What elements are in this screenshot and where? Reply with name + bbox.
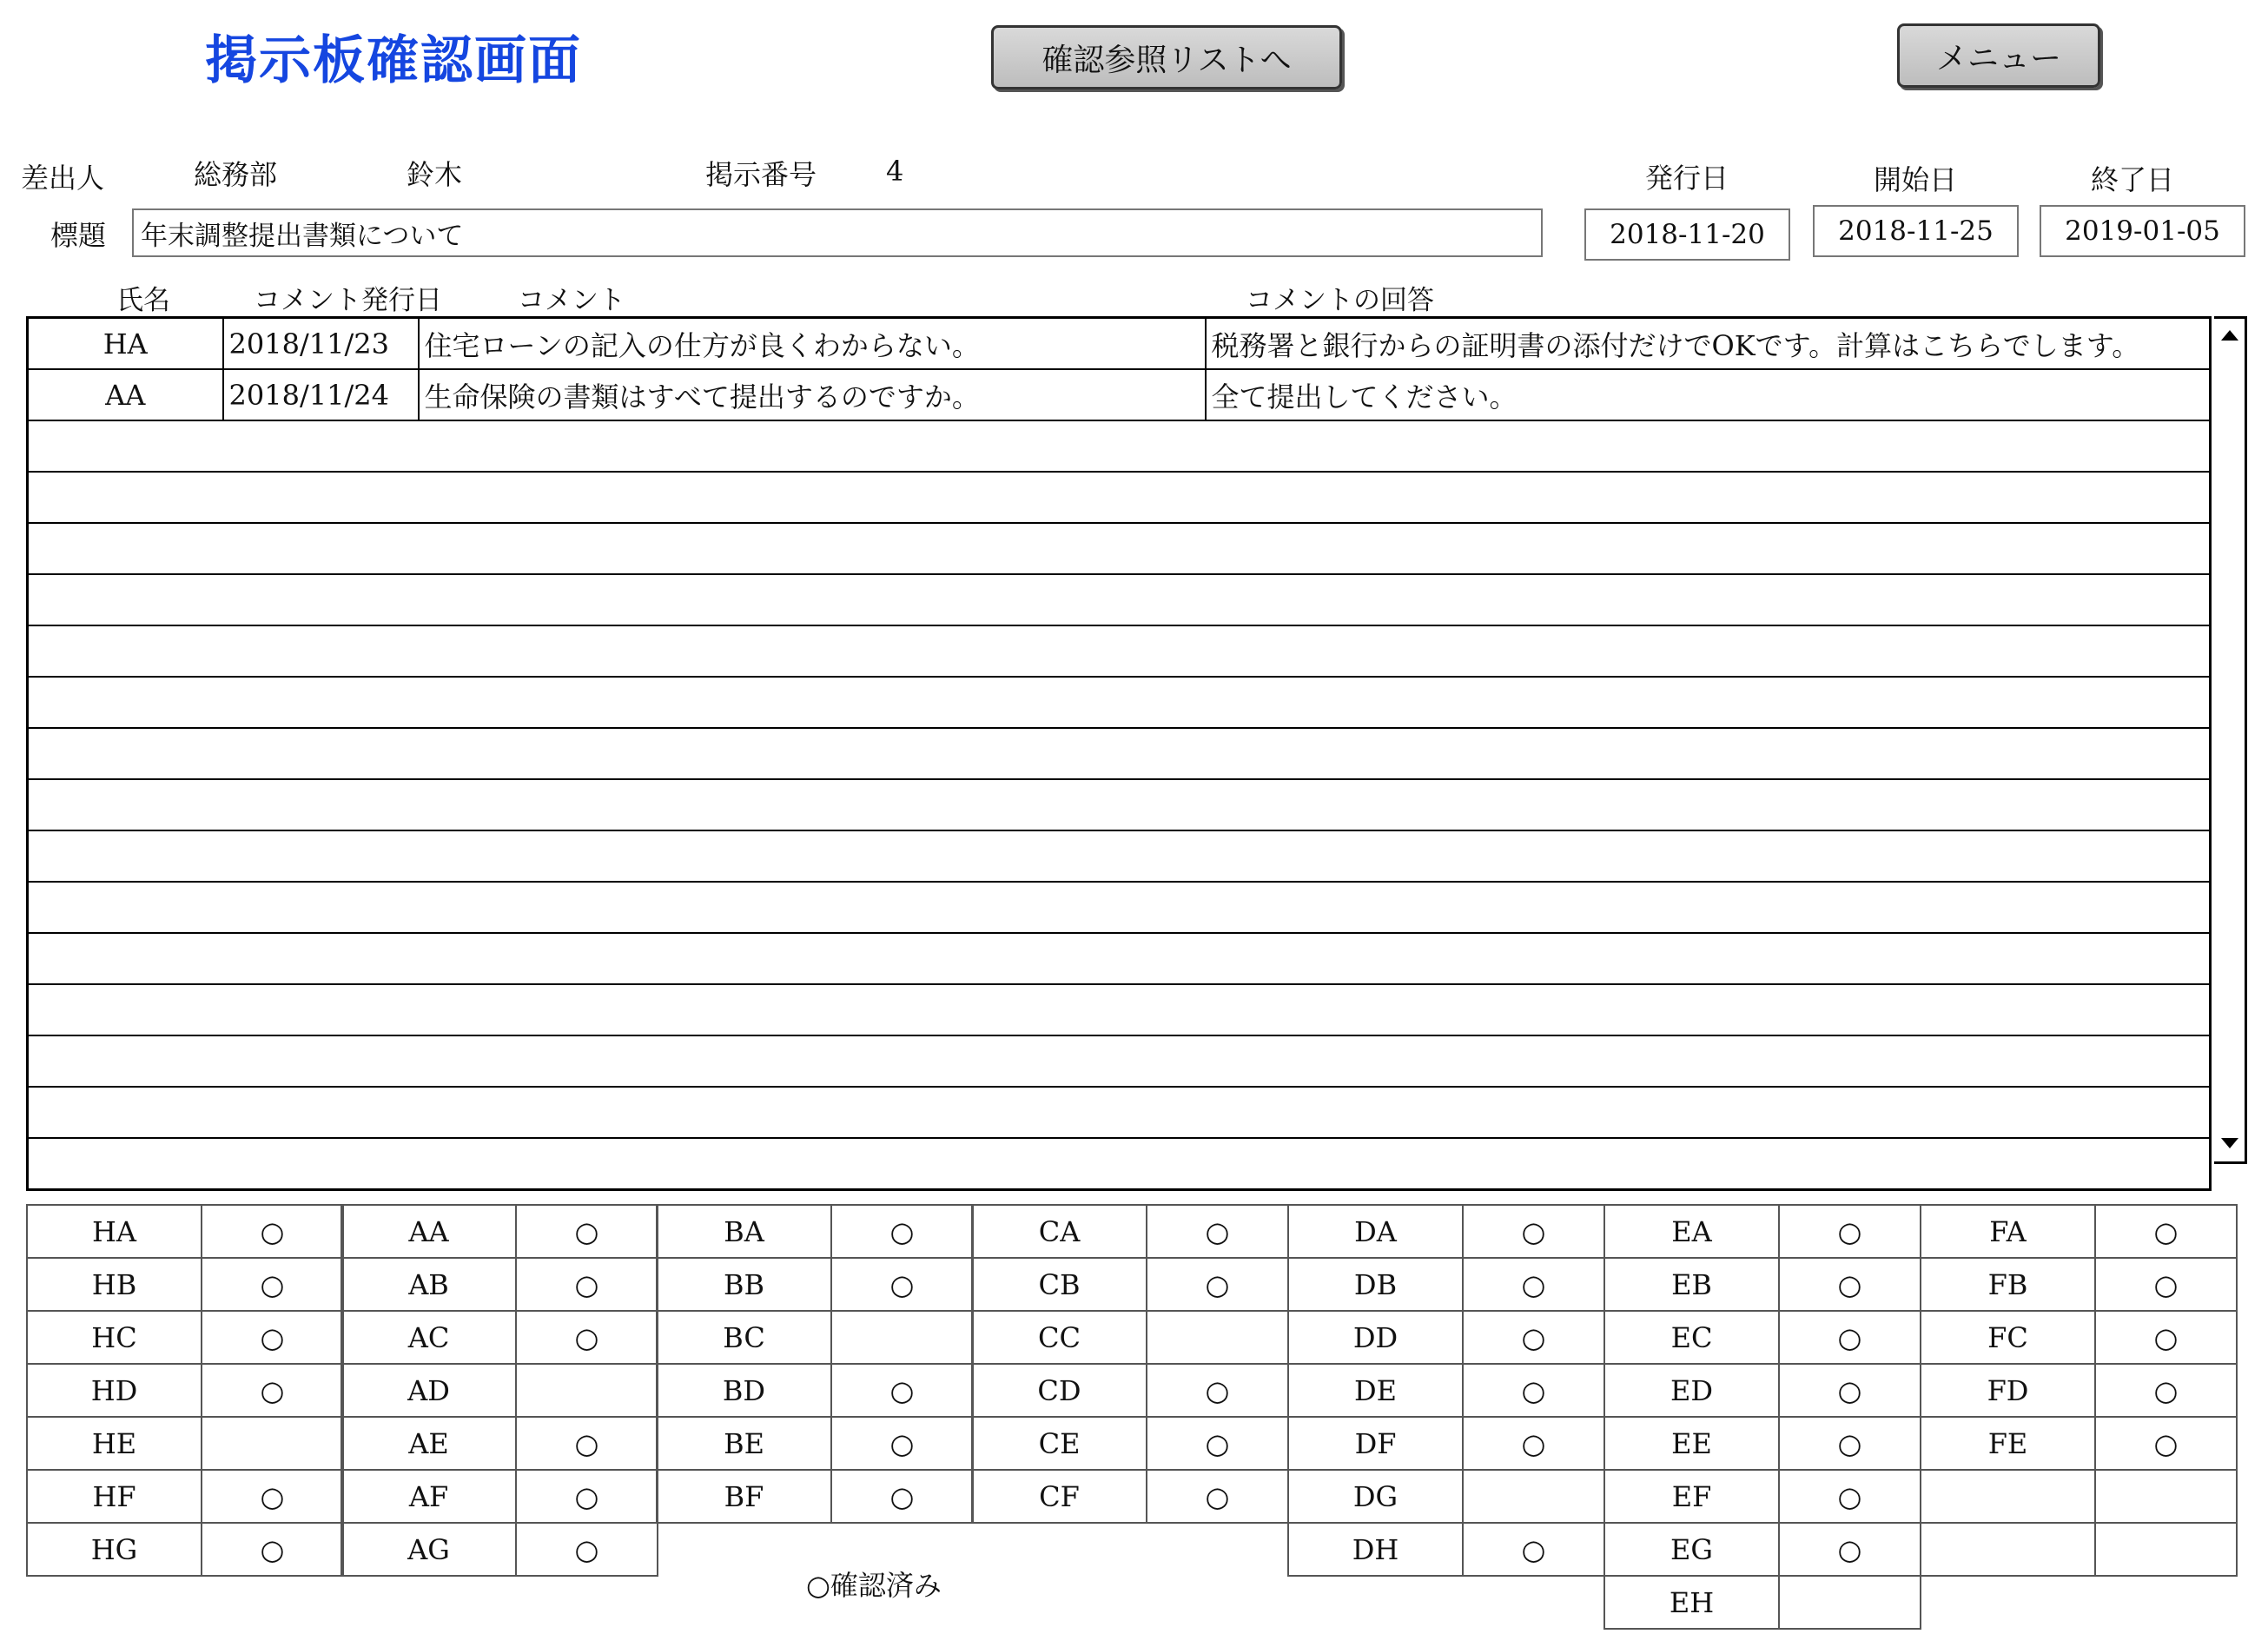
confirmation-row — [1604, 1417, 1921, 1470]
confirmed-mark-cell[interactable] — [516, 1364, 658, 1417]
confirmed-mark-cell[interactable]: ○ — [516, 1311, 658, 1364]
member-code-cell: FB — [1921, 1258, 2095, 1311]
confirmation-block — [1920, 1204, 2238, 1577]
empty-comment-cell[interactable] — [28, 933, 2211, 984]
member-code-cell: EG — [1604, 1523, 1779, 1576]
confirmed-mark-cell[interactable]: ○ — [1463, 1364, 1604, 1417]
confirmation-row — [341, 1205, 658, 1258]
menu-button[interactable]: メニュー — [1897, 23, 2100, 88]
member-code-cell: AE — [341, 1417, 516, 1470]
comment-row[interactable] — [28, 677, 2211, 728]
confirmed-mark-cell[interactable]: ○ — [1779, 1364, 1921, 1417]
member-code-cell: EF — [1604, 1470, 1779, 1523]
confirmation-row — [341, 1523, 658, 1576]
confirmed-mark-cell[interactable]: ○ — [202, 1364, 343, 1417]
confirmation-row — [1604, 1364, 1921, 1417]
confirmation-row — [27, 1258, 343, 1311]
member-code-cell: BE — [657, 1417, 831, 1470]
confirmed-mark-cell[interactable] — [1779, 1576, 1921, 1629]
comment-date-cell[interactable]: 2018/11/24 — [223, 369, 419, 420]
member-code-cell: DG — [1288, 1470, 1463, 1523]
comment-row[interactable] — [28, 1035, 2211, 1087]
member-code-cell: BF — [657, 1470, 831, 1523]
sender-label: 差出人 — [21, 162, 105, 195]
comment-row[interactable] — [28, 369, 2211, 420]
confirmed-mark-cell[interactable]: ○ — [202, 1470, 343, 1523]
member-code-cell: CE — [972, 1417, 1147, 1470]
confirmation-row — [657, 1417, 973, 1470]
confirmed-mark-cell[interactable]: ○ — [516, 1523, 658, 1576]
empty-comment-cell[interactable] — [28, 625, 2211, 677]
member-code-cell: DB — [1288, 1258, 1463, 1311]
comment-row[interactable] — [28, 574, 2211, 625]
confirmation-row — [972, 1311, 1288, 1364]
comment-row[interactable] — [28, 472, 2211, 523]
post-number-label: 掲示番号 — [705, 158, 817, 191]
post-number: 4 — [886, 155, 904, 188]
confirmed-mark-cell[interactable]: ○ — [831, 1258, 973, 1311]
confirmed-mark-cell[interactable]: ○ — [2095, 1258, 2237, 1311]
confirmed-mark-cell[interactable]: ○ — [2095, 1417, 2237, 1470]
confirmed-mark-cell[interactable]: ○ — [516, 1258, 658, 1311]
member-code-cell: FE — [1921, 1417, 2095, 1470]
member-code-cell: CA — [972, 1205, 1147, 1258]
confirmed-mark-cell[interactable]: ○ — [516, 1470, 658, 1523]
confirmed-mark-cell[interactable]: ○ — [516, 1417, 658, 1470]
confirmation-row — [1921, 1364, 2237, 1417]
confirmation-row — [27, 1417, 343, 1470]
subject-field[interactable]: 年末調整提出書類について — [132, 208, 1543, 257]
confirmation-row — [341, 1470, 658, 1523]
scroll-up-icon[interactable] — [2214, 318, 2245, 353]
confirmation-row — [27, 1470, 343, 1523]
member-code-cell: DE — [1288, 1364, 1463, 1417]
confirmation-row — [657, 1311, 973, 1364]
confirmed-mark-cell[interactable]: ○ — [202, 1523, 343, 1576]
confirmed-mark-cell[interactable] — [202, 1417, 343, 1470]
confirm-list-button[interactable]: 確認参照リストへ — [991, 25, 1342, 89]
empty-comment-cell[interactable] — [28, 523, 2211, 574]
comment-text-cell[interactable]: 生命保険の書類はすべて提出するのですか。 — [419, 369, 1206, 420]
confirmation-row — [1604, 1470, 1921, 1523]
confirmed-mark-cell[interactable]: ○ — [831, 1364, 973, 1417]
confirmed-mark-cell[interactable]: ○ — [1463, 1311, 1604, 1364]
confirmed-mark-cell[interactable]: ○ — [2095, 1311, 2237, 1364]
empty-comment-cell[interactable] — [28, 420, 2211, 472]
comment-row[interactable] — [28, 830, 2211, 882]
subject-label: 標題 — [50, 219, 107, 252]
member-code-cell: CB — [972, 1258, 1147, 1311]
comment-reply-cell[interactable]: 全て提出してください。 — [1206, 369, 2211, 420]
member-code-cell: EB — [1604, 1258, 1779, 1311]
empty-comment-cell[interactable] — [28, 1087, 2211, 1138]
comment-text-cell[interactable]: 住宅ローンの記入の仕方が良くわからない。 — [419, 318, 1206, 370]
empty-comment-cell[interactable] — [28, 882, 2211, 933]
confirmation-row — [1288, 1258, 1604, 1311]
confirmation-row — [1604, 1576, 1921, 1629]
confirmed-mark-cell[interactable]: ○ — [1779, 1523, 1921, 1576]
member-code-cell: FA — [1921, 1205, 2095, 1258]
confirmation-row — [341, 1364, 658, 1417]
confirmation-row — [1288, 1364, 1604, 1417]
comment-row[interactable] — [28, 779, 2211, 830]
confirmation-block — [971, 1204, 1289, 1524]
confirmation-row — [657, 1470, 973, 1523]
column-header-comment: コメント — [518, 285, 625, 316]
issue-date-field[interactable]: 2018-11-20 — [1584, 208, 1790, 261]
confirmation-block — [341, 1204, 658, 1577]
member-code-cell: DA — [1288, 1205, 1463, 1258]
member-code-cell: EH — [1604, 1576, 1779, 1629]
comment-name-cell[interactable]: HA — [28, 318, 223, 370]
confirmed-mark-cell[interactable]: ○ — [1463, 1523, 1604, 1576]
start-date-field[interactable]: 2018-11-25 — [1813, 205, 2019, 257]
member-code-cell: CC — [972, 1311, 1147, 1364]
confirmation-row — [972, 1417, 1288, 1470]
confirmation-row — [972, 1364, 1288, 1417]
column-header-reply: コメントの回答 — [1246, 285, 1434, 316]
end-date-label: 終了日 — [2091, 163, 2175, 196]
confirmation-row — [1288, 1417, 1604, 1470]
confirmed-mark-cell[interactable] — [1147, 1311, 1288, 1364]
confirmed-mark-cell[interactable]: ○ — [1147, 1470, 1288, 1523]
issue-date-label: 発行日 — [1645, 162, 1729, 195]
member-code-cell: AC — [341, 1311, 516, 1364]
start-date-label: 開始日 — [1874, 163, 1958, 196]
member-code-cell: BD — [657, 1364, 831, 1417]
confirmation-row — [657, 1205, 973, 1258]
confirmation-row — [1288, 1523, 1604, 1576]
empty-comment-cell[interactable] — [28, 984, 2211, 1035]
member-code-cell: HB — [27, 1258, 202, 1311]
confirmation-row — [341, 1258, 658, 1311]
comment-row[interactable] — [28, 984, 2211, 1035]
sender-department: 総務部 — [194, 158, 278, 191]
comment-scrollbar[interactable] — [2214, 316, 2247, 1164]
member-code-cell: DD — [1288, 1311, 1463, 1364]
confirmation-row — [1921, 1311, 2237, 1364]
member-code-cell: AD — [341, 1364, 516, 1417]
confirmed-mark-cell[interactable]: ○ — [831, 1470, 973, 1523]
confirmed-mark-cell[interactable]: ○ — [2095, 1205, 2237, 1258]
member-code-cell: DF — [1288, 1417, 1463, 1470]
confirmation-row — [1921, 1258, 2237, 1311]
member-code-cell: FC — [1921, 1311, 2095, 1364]
confirmation-row — [1604, 1523, 1921, 1576]
confirmation-row — [27, 1205, 343, 1258]
confirmation-block — [26, 1204, 344, 1577]
member-code-cell: BA — [657, 1205, 831, 1258]
confirmation-row — [1604, 1205, 1921, 1258]
confirmation-block — [1287, 1204, 1605, 1577]
confirmed-mark-cell[interactable]: ○ — [202, 1205, 343, 1258]
confirmation-row — [1921, 1470, 2237, 1523]
member-code-cell: BB — [657, 1258, 831, 1311]
member-code-cell — [1921, 1523, 2095, 1576]
confirmed-mark-cell[interactable]: ○ — [831, 1205, 973, 1258]
member-code-cell: EA — [1604, 1205, 1779, 1258]
comment-table — [26, 316, 2212, 1191]
column-header-name: 氏名 — [116, 285, 170, 316]
member-code-cell: AG — [341, 1523, 516, 1576]
confirmation-block — [1603, 1204, 1921, 1630]
member-code-cell: HF — [27, 1470, 202, 1523]
comment-row[interactable] — [28, 933, 2211, 984]
confirmation-row — [1921, 1205, 2237, 1258]
empty-comment-cell[interactable] — [28, 677, 2211, 728]
confirmation-row — [27, 1523, 343, 1576]
member-code-cell: EE — [1604, 1417, 1779, 1470]
confirmed-mark-cell[interactable]: ○ — [1779, 1417, 1921, 1470]
confirmed-mark-cell[interactable]: ○ — [202, 1311, 343, 1364]
member-code-cell: AF — [341, 1470, 516, 1523]
confirmation-row — [972, 1470, 1288, 1523]
member-code-cell: AA — [341, 1205, 516, 1258]
column-header-date: コメント発行日 — [254, 285, 442, 316]
comment-date-cell[interactable]: 2018/11/23 — [223, 318, 419, 370]
confirmation-row — [1604, 1311, 1921, 1364]
empty-comment-cell[interactable] — [28, 1035, 2211, 1087]
member-code-cell: HE — [27, 1417, 202, 1470]
confirmation-block — [656, 1204, 974, 1524]
end-date-field[interactable]: 2019-01-05 — [2040, 205, 2245, 257]
confirmation-row — [657, 1258, 973, 1311]
comment-row[interactable] — [28, 523, 2211, 574]
member-code-cell: HC — [27, 1311, 202, 1364]
confirmation-row — [341, 1311, 658, 1364]
scroll-down-icon[interactable] — [2214, 1126, 2245, 1161]
sender-person: 鈴木 — [407, 158, 463, 191]
member-code-cell: DH — [1288, 1523, 1463, 1576]
confirmed-mark-cell[interactable] — [1463, 1470, 1604, 1523]
member-code-cell: FD — [1921, 1364, 2095, 1417]
confirmation-row — [972, 1258, 1288, 1311]
confirmed-mark-cell[interactable]: ○ — [2095, 1364, 2237, 1417]
confirmed-mark-cell[interactable]: ○ — [1779, 1470, 1921, 1523]
confirmed-mark-cell[interactable]: ○ — [1779, 1205, 1921, 1258]
empty-comment-cell[interactable] — [28, 779, 2211, 830]
comment-row[interactable] — [28, 420, 2211, 472]
comment-row[interactable] — [28, 625, 2211, 677]
comment-row[interactable] — [28, 1087, 2211, 1138]
confirmation-row — [27, 1364, 343, 1417]
member-code-cell: EC — [1604, 1311, 1779, 1364]
empty-comment-cell[interactable] — [28, 830, 2211, 882]
member-code-cell: CD — [972, 1364, 1147, 1417]
empty-comment-cell[interactable] — [28, 728, 2211, 779]
confirmation-row — [1604, 1258, 1921, 1311]
confirmed-mark-cell[interactable]: ○ — [1463, 1417, 1604, 1470]
confirmation-row — [657, 1364, 973, 1417]
empty-comment-cell[interactable] — [28, 1138, 2211, 1190]
confirmed-mark-cell[interactable]: ○ — [831, 1417, 973, 1470]
member-code-cell: ED — [1604, 1364, 1779, 1417]
confirmation-row — [27, 1311, 343, 1364]
comment-row[interactable] — [28, 318, 2211, 370]
confirmed-mark-cell[interactable]: ○ — [202, 1258, 343, 1311]
confirmation-row — [341, 1417, 658, 1470]
member-code-cell: AB — [341, 1258, 516, 1311]
confirmation-row — [1288, 1205, 1604, 1258]
comment-row[interactable] — [28, 1138, 2211, 1190]
member-code-cell: HD — [27, 1364, 202, 1417]
confirmation-row — [1921, 1523, 2237, 1576]
confirmed-mark-cell[interactable]: ○ — [1779, 1258, 1921, 1311]
empty-comment-cell[interactable] — [28, 574, 2211, 625]
confirmed-mark-cell[interactable]: ○ — [1147, 1258, 1288, 1311]
confirmed-mark-cell[interactable] — [831, 1311, 973, 1364]
empty-comment-cell[interactable] — [28, 472, 2211, 523]
page-title: 掲示板確認画面 — [205, 30, 582, 91]
confirmed-mark-cell[interactable]: ○ — [1463, 1258, 1604, 1311]
member-code-cell: CF — [972, 1470, 1147, 1523]
confirmed-mark-cell[interactable]: ○ — [1779, 1311, 1921, 1364]
confirmed-mark-cell[interactable] — [2095, 1523, 2237, 1576]
confirmed-mark-cell[interactable]: ○ — [1463, 1205, 1604, 1258]
member-code-cell: HA — [27, 1205, 202, 1258]
comment-row[interactable] — [28, 882, 2211, 933]
member-code-cell — [1921, 1470, 2095, 1523]
comment-row[interactable] — [28, 728, 2211, 779]
confirmation-row — [1921, 1417, 2237, 1470]
confirmed-mark-cell[interactable] — [2095, 1470, 2237, 1523]
confirmed-mark-cell[interactable]: ○ — [1147, 1364, 1288, 1417]
confirmed-mark-cell[interactable]: ○ — [516, 1205, 658, 1258]
member-code-cell: BC — [657, 1311, 831, 1364]
confirmed-mark-cell[interactable]: ○ — [1147, 1417, 1288, 1470]
confirmation-row — [972, 1205, 1288, 1258]
member-code-cell: HG — [27, 1523, 202, 1576]
confirmation-row — [1288, 1470, 1604, 1523]
confirmed-legend: ○確認済み — [806, 1569, 942, 1602]
comment-name-cell[interactable]: AA — [28, 369, 223, 420]
confirmed-mark-cell[interactable]: ○ — [1147, 1205, 1288, 1258]
comment-reply-cell[interactable]: 税務署と銀行からの証明書の添付だけでOKです。計算はこちらでします。 — [1206, 318, 2211, 370]
confirmation-row — [1288, 1311, 1604, 1364]
